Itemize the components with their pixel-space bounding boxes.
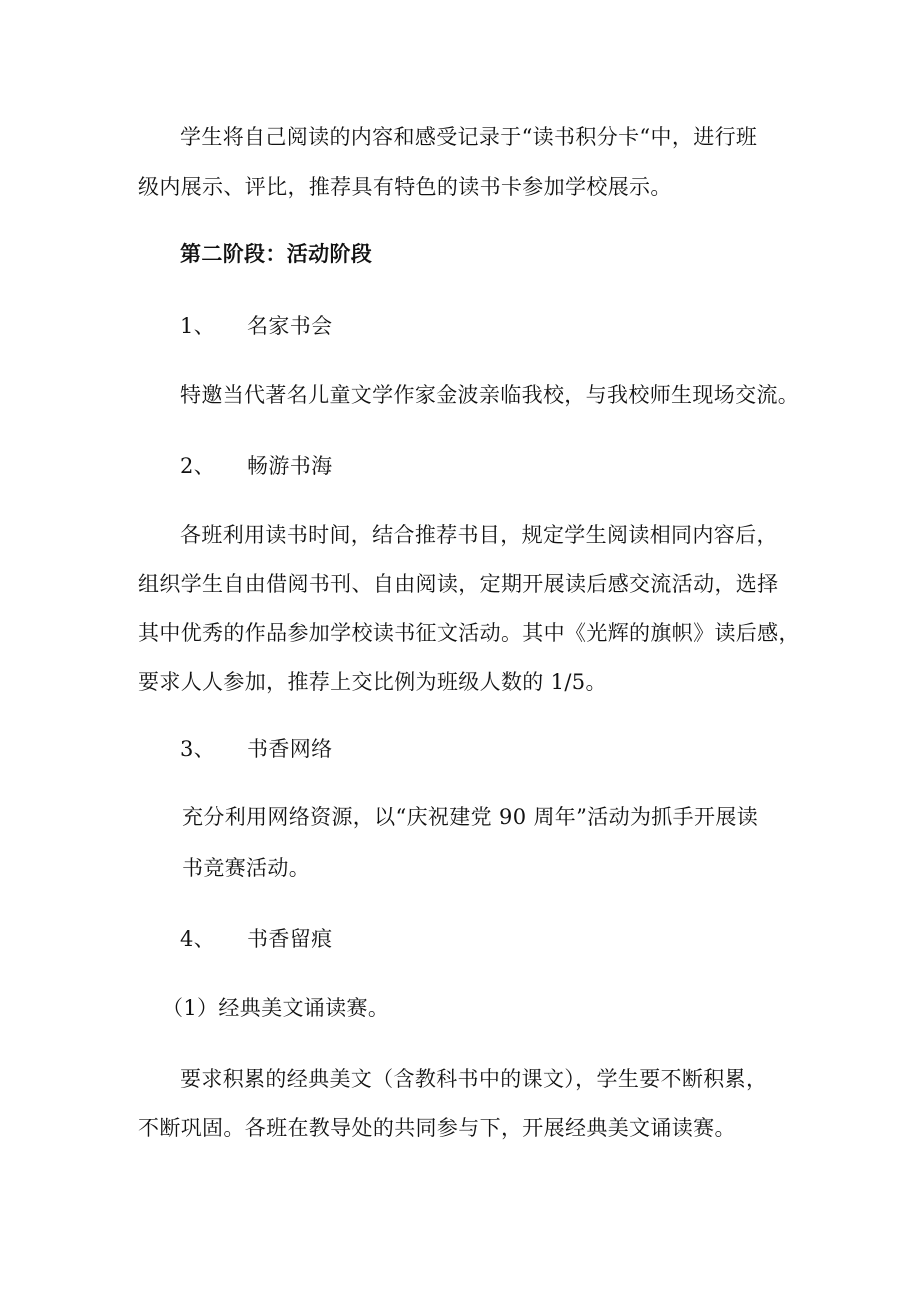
item-2-text-line-4: 要求人人参加，推荐上交比例为班级人数的 1/5。 (138, 670, 607, 694)
item-2-heading (180, 451, 332, 481)
intro-line-2: 级内展示、评比，推荐具有特色的读书卡参加学校展示。 (138, 175, 672, 199)
stage-heading: 第二阶段：活动阶段 (180, 241, 373, 266)
item-1-number: 1、 (180, 314, 216, 338)
item-3-text-line-2: 书竞赛活动。 (182, 856, 311, 880)
item-2-text-line-1: 各班利用读书时间，结合推荐书目，规定学生阅读相同内容后， (180, 523, 778, 547)
item-3-heading (180, 734, 332, 764)
item-3-text-line-1: 充分利用网络资源，以“庆祝建党 90 周年”活动为抓手开展读 (182, 805, 759, 829)
intro-line-1: 学生将自己阅读的内容和感受记录于“读书积分卡“中，进行班 (180, 125, 758, 149)
item-4-text-line-1: 要求积累的经典美文（含教科书中的课文），学生要不断积累， (180, 1067, 768, 1091)
item-3-number: 3、 (180, 737, 216, 761)
item-1-title: 名家书会 (247, 314, 333, 338)
item-4-heading (180, 924, 332, 954)
item-4-number: 4、 (180, 927, 216, 951)
item-2-title: 畅游书海 (247, 454, 333, 478)
item-3-title: 书香网络 (247, 737, 333, 761)
item-2-number: 2、 (180, 454, 216, 478)
item-1-text-line-1: 特邀当代著名儿童文学作家金波亲临我校，与我校师生现场交流。 (180, 383, 800, 407)
item-2-text-line-3: 其中优秀的作品参加学校读书征文活动。其中《光辉的旗帜》读后感， (138, 621, 800, 645)
item-2-text-line-2: 组织学生自由借阅书刊、自由阅读，定期开展读后感交流活动，选择 (138, 572, 779, 596)
item-4-text-line-2: 不断巩固。各班在教导处的共同参与下，开展经典美文诵读赛。 (138, 1116, 736, 1140)
item-4-sub-heading: （1）经典美文诵读赛。 (162, 996, 390, 1020)
item-4-title: 书香留痕 (247, 927, 333, 951)
item-1-heading (180, 311, 332, 341)
